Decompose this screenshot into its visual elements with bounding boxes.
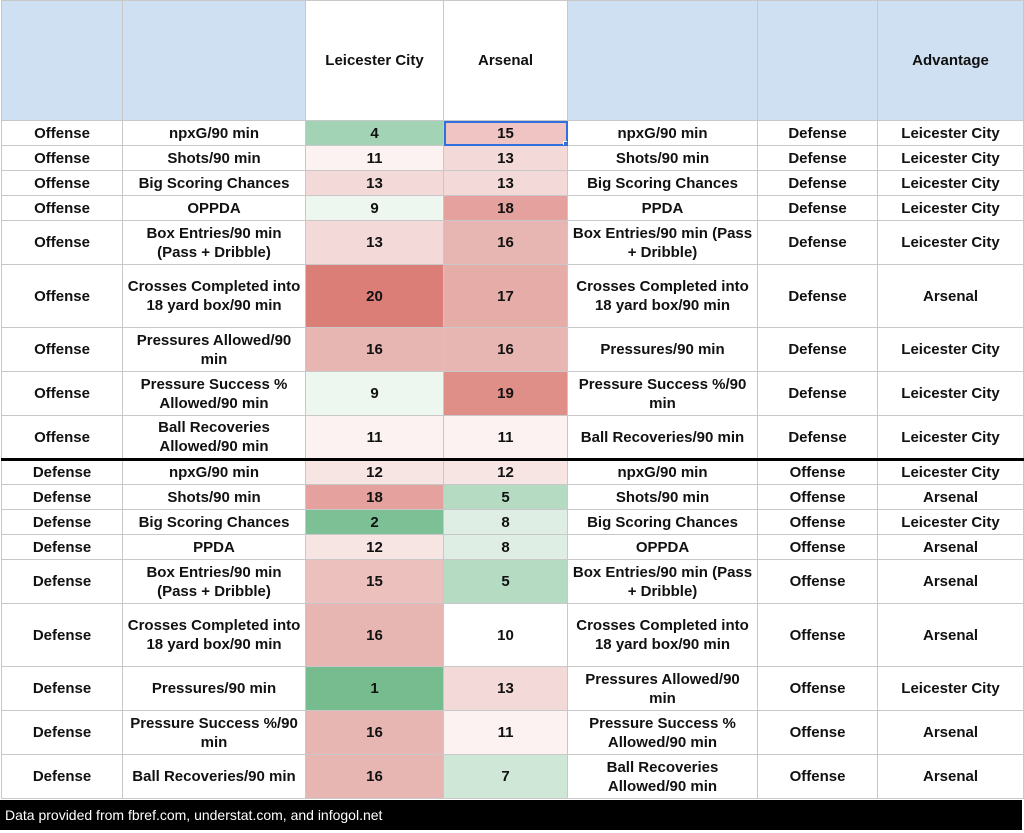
team2-value-cell[interactable]: 10 — [444, 604, 568, 667]
opp-stat-cell[interactable]: Pressures Allowed/90 min — [568, 667, 758, 711]
stat-cell[interactable]: PPDA — [123, 535, 306, 560]
table-row — [2, 196, 1024, 221]
team1-value-cell[interactable]: 16 — [306, 604, 444, 667]
opp-stat-cell[interactable]: Shots/90 min — [568, 146, 758, 171]
advantage-cell[interactable]: Leicester City — [878, 372, 1024, 416]
table-row — [2, 221, 1024, 265]
opp-side-cell[interactable]: Offense — [758, 604, 878, 667]
footer-note: Data provided from fbref.com, understat.com, and infogol.net — [0, 800, 1022, 830]
team1-value-cell[interactable]: 13 — [306, 171, 444, 196]
stat-cell[interactable]: Pressure Success % Allowed/90 min — [123, 372, 306, 416]
table-row — [2, 146, 1024, 171]
header-cell-blank[interactable] — [2, 1, 123, 121]
side-cell[interactable]: Offense — [2, 146, 123, 171]
side-cell[interactable]: Offense — [2, 171, 123, 196]
advantage-cell[interactable]: Arsenal — [878, 485, 1024, 510]
team2-value-cell[interactable]: 16 — [444, 328, 568, 372]
side-cell[interactable]: Defense — [2, 535, 123, 560]
table-row — [2, 755, 1024, 799]
opp-stat-cell[interactable]: Pressure Success %/90 min — [568, 372, 758, 416]
opp-side-cell[interactable]: Defense — [758, 121, 878, 146]
team1-value-cell[interactable]: 12 — [306, 535, 444, 560]
side-cell[interactable]: Defense — [2, 510, 123, 535]
opp-side-cell[interactable]: Offense — [758, 560, 878, 604]
opp-side-cell[interactable]: Defense — [758, 146, 878, 171]
team2-value-cell[interactable]: 11 — [444, 416, 568, 460]
team1-value-cell[interactable]: 4 — [306, 121, 444, 146]
opp-side-cell[interactable]: Offense — [758, 755, 878, 799]
header-team1[interactable]: Leicester City — [306, 1, 444, 121]
opp-side-cell[interactable]: Offense — [758, 485, 878, 510]
side-cell[interactable]: Defense — [2, 560, 123, 604]
header-cell-blank[interactable] — [123, 1, 306, 121]
team2-value-cell[interactable]: 11 — [444, 711, 568, 755]
team2-value-cell[interactable]: 8 — [444, 535, 568, 560]
header-cell-blank[interactable] — [568, 1, 758, 121]
team1-value-cell[interactable]: 18 — [306, 485, 444, 510]
team2-value-cell[interactable]: 5 — [444, 560, 568, 604]
side-cell[interactable]: Offense — [2, 121, 123, 146]
advantage-cell[interactable]: Leicester City — [878, 667, 1024, 711]
team1-value-cell[interactable]: 11 — [306, 146, 444, 171]
stat-cell[interactable]: OPPDA — [123, 196, 306, 221]
table-row — [2, 265, 1024, 328]
advantage-cell[interactable]: Leicester City — [878, 221, 1024, 265]
table-row — [2, 711, 1024, 755]
opp-stat-cell[interactable]: Box Entries/90 min (Pass + Dribble) — [568, 221, 758, 265]
stat-cell[interactable]: Box Entries/90 min (Pass + Dribble) — [123, 560, 306, 604]
team2-value-cell[interactable]: 5 — [444, 485, 568, 510]
table-row — [2, 667, 1024, 711]
opp-stat-cell[interactable]: npxG/90 min — [568, 460, 758, 485]
side-cell[interactable]: Defense — [2, 460, 123, 485]
team2-value-cell[interactable]: 13 — [444, 146, 568, 171]
advantage-cell[interactable]: Arsenal — [878, 755, 1024, 799]
opp-stat-cell[interactable]: Crosses Completed into 18 yard box/90 min — [568, 604, 758, 667]
stat-cell[interactable]: npxG/90 min — [123, 121, 306, 146]
advantage-cell[interactable]: Arsenal — [878, 265, 1024, 328]
stat-cell[interactable]: Ball Recoveries Allowed/90 min — [123, 416, 306, 460]
header-row — [2, 1, 1024, 121]
team2-value-cell[interactable]: 18 — [444, 196, 568, 221]
opp-side-cell[interactable]: Defense — [758, 265, 878, 328]
team2-value-cell[interactable]: 16 — [444, 221, 568, 265]
opp-side-cell[interactable]: Defense — [758, 372, 878, 416]
table-row — [2, 604, 1024, 667]
stat-cell[interactable]: Big Scoring Chances — [123, 171, 306, 196]
side-cell[interactable]: Offense — [2, 265, 123, 328]
opp-side-cell[interactable]: Offense — [758, 460, 878, 485]
stat-cell[interactable]: Crosses Completed into 18 yard box/90 min — [123, 265, 306, 328]
side-cell[interactable]: Defense — [2, 485, 123, 510]
opp-stat-cell[interactable]: Shots/90 min — [568, 485, 758, 510]
advantage-cell[interactable]: Leicester City — [878, 146, 1024, 171]
team2-value-cell[interactable]: 15 — [444, 121, 568, 146]
team1-value-cell[interactable]: 12 — [306, 460, 444, 485]
stat-cell[interactable]: Pressure Success %/90 min — [123, 711, 306, 755]
opp-stat-cell[interactable]: Big Scoring Chances — [568, 510, 758, 535]
team1-value-cell[interactable]: 11 — [306, 416, 444, 460]
opp-side-cell[interactable]: Offense — [758, 510, 878, 535]
stat-cell[interactable]: Box Entries/90 min (Pass + Dribble) — [123, 221, 306, 265]
table-row — [2, 535, 1024, 560]
opp-side-cell[interactable]: Offense — [758, 667, 878, 711]
advantage-cell[interactable]: Leicester City — [878, 121, 1024, 146]
opp-side-cell[interactable]: Defense — [758, 196, 878, 221]
team2-value-cell[interactable]: 17 — [444, 265, 568, 328]
stat-cell[interactable]: Pressures Allowed/90 min — [123, 328, 306, 372]
team2-value-cell[interactable]: 12 — [444, 460, 568, 485]
team2-value-cell[interactable]: 13 — [444, 171, 568, 196]
header-advantage[interactable]: Advantage — [878, 1, 1024, 121]
side-cell[interactable]: Defense — [2, 755, 123, 799]
table-row — [2, 485, 1024, 510]
advantage-cell[interactable]: Leicester City — [878, 510, 1024, 535]
side-cell[interactable]: Offense — [2, 221, 123, 265]
opp-side-cell[interactable]: Defense — [758, 416, 878, 460]
side-cell[interactable]: Defense — [2, 711, 123, 755]
stat-cell[interactable]: Pressures/90 min — [123, 667, 306, 711]
side-cell[interactable]: Offense — [2, 416, 123, 460]
opp-stat-cell[interactable]: Big Scoring Chances — [568, 171, 758, 196]
advantage-cell[interactable]: Leicester City — [878, 460, 1024, 485]
table-row — [2, 560, 1024, 604]
side-cell[interactable]: Defense — [2, 667, 123, 711]
comparison-table — [1, 0, 1024, 799]
side-cell[interactable]: Offense — [2, 328, 123, 372]
table-row — [2, 372, 1024, 416]
stat-cell[interactable]: Big Scoring Chances — [123, 510, 306, 535]
side-cell[interactable]: Offense — [2, 196, 123, 221]
stat-cell[interactable]: Ball Recoveries/90 min — [123, 755, 306, 799]
team1-value-cell[interactable]: 20 — [306, 265, 444, 328]
opp-stat-cell[interactable]: Ball Recoveries Allowed/90 min — [568, 755, 758, 799]
advantage-cell[interactable]: Leicester City — [878, 171, 1024, 196]
advantage-cell[interactable]: Arsenal — [878, 535, 1024, 560]
team1-value-cell[interactable]: 9 — [306, 196, 444, 221]
team2-value-cell[interactable]: 19 — [444, 372, 568, 416]
stat-cell[interactable]: npxG/90 min — [123, 460, 306, 485]
stat-cell[interactable]: Crosses Completed into 18 yard box/90 min — [123, 604, 306, 667]
opp-side-cell[interactable]: Offense — [758, 535, 878, 560]
fill-handle[interactable] — [563, 141, 568, 146]
opp-stat-cell[interactable]: Pressure Success % Allowed/90 min — [568, 711, 758, 755]
opp-side-cell[interactable]: Defense — [758, 328, 878, 372]
table-row — [2, 171, 1024, 196]
table-row — [2, 416, 1024, 460]
team2-value-cell[interactable]: 7 — [444, 755, 568, 799]
opp-side-cell[interactable]: Defense — [758, 171, 878, 196]
advantage-cell[interactable]: Arsenal — [878, 711, 1024, 755]
team1-value-cell[interactable]: 15 — [306, 560, 444, 604]
advantage-cell[interactable]: Arsenal — [878, 604, 1024, 667]
advantage-cell[interactable]: Leicester City — [878, 328, 1024, 372]
side-cell[interactable]: Offense — [2, 372, 123, 416]
header-cell-blank[interactable] — [758, 1, 878, 121]
team1-value-cell[interactable]: 1 — [306, 667, 444, 711]
opp-stat-cell[interactable]: Box Entries/90 min (Pass + Dribble) — [568, 560, 758, 604]
stat-cell[interactable]: Shots/90 min — [123, 146, 306, 171]
team1-value-cell[interactable]: 2 — [306, 510, 444, 535]
opp-stat-cell[interactable]: npxG/90 min — [568, 121, 758, 146]
team1-value-cell[interactable]: 9 — [306, 372, 444, 416]
header-team2[interactable]: Arsenal — [444, 1, 568, 121]
side-cell[interactable]: Defense — [2, 604, 123, 667]
advantage-cell[interactable]: Leicester City — [878, 196, 1024, 221]
team1-value-cell[interactable]: 16 — [306, 711, 444, 755]
opp-stat-cell[interactable]: PPDA — [568, 196, 758, 221]
table-row — [2, 460, 1024, 485]
opp-stat-cell[interactable]: Pressures/90 min — [568, 328, 758, 372]
team1-value-cell[interactable]: 13 — [306, 221, 444, 265]
advantage-cell[interactable]: Leicester City — [878, 416, 1024, 460]
team1-value-cell[interactable]: 16 — [306, 755, 444, 799]
opp-stat-cell[interactable]: Crosses Completed into 18 yard box/90 min — [568, 265, 758, 328]
stat-cell[interactable]: Shots/90 min — [123, 485, 306, 510]
opp-stat-cell[interactable]: OPPDA — [568, 535, 758, 560]
table-row — [2, 121, 1024, 146]
team1-value-cell[interactable]: 16 — [306, 328, 444, 372]
table-row — [2, 328, 1024, 372]
table-row — [2, 510, 1024, 535]
opp-side-cell[interactable]: Defense — [758, 221, 878, 265]
opp-stat-cell[interactable]: Ball Recoveries/90 min — [568, 416, 758, 460]
team2-value-cell[interactable]: 13 — [444, 667, 568, 711]
advantage-cell[interactable]: Arsenal — [878, 560, 1024, 604]
team2-value-cell[interactable]: 8 — [444, 510, 568, 535]
opp-side-cell[interactable]: Offense — [758, 711, 878, 755]
